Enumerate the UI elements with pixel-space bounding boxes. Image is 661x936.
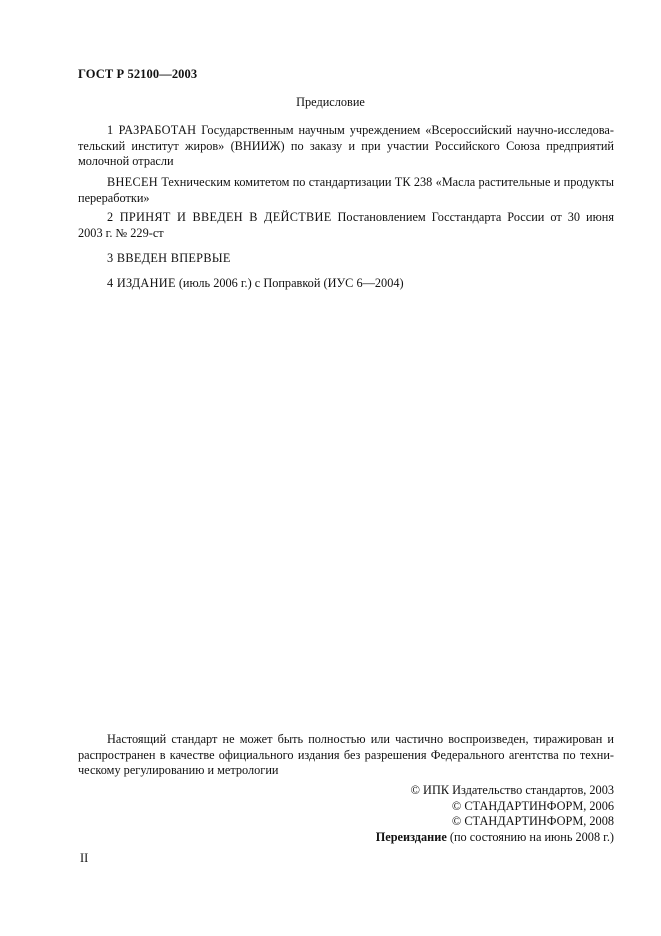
item-2-text: Постановлением Госстандарта России от 30 июня <box>331 210 614 224</box>
reprint-date: (по состоянию на июнь 2008 г.) <box>446 829 614 844</box>
item-4-lead: 4 ИЗДАНИЕ <box>107 276 176 290</box>
item-1-line-1 <box>78 123 614 139</box>
item-2-line-2: 2003 г. № 229-ст <box>78 225 164 240</box>
preface-item-introduced <box>78 175 614 206</box>
item-1-line-3: молочной отрасли <box>78 154 174 168</box>
preface-item-3 <box>78 251 614 267</box>
item-3-lead: 3 ВВЕДЕН ВПЕРВЫЕ <box>107 251 231 265</box>
preface-item-4 <box>78 276 614 292</box>
item-2-lead: 2 ПРИНЯТ И ВВЕДЕН В ДЕЙСТВИЕ <box>107 210 332 224</box>
reprint-note <box>376 830 614 846</box>
preface-item-1 <box>78 123 614 170</box>
item-2-line-1 <box>78 210 614 226</box>
reproduction-notice <box>78 732 614 779</box>
item-1-line-2: тельский институт жиров» (ВНИИЖ) по заказу и при участии Российского Союза предприятий <box>78 138 614 153</box>
document-header: ГОСТ Р 52100—2003 <box>78 67 198 81</box>
notice-line-3: ческому регулированию и метрологии <box>78 763 279 777</box>
item-4-line-1 <box>78 276 614 292</box>
copyright-2006: © СТАНДАРТИНФОРМ, 2006 <box>451 798 614 813</box>
item-4-text: (июль 2006 г.) с Поправкой (ИУС 6—2004) <box>175 276 404 290</box>
notice-line-1: Настоящий стандарт не может быть полностью или частично воспроизведен, тиражирован и <box>107 732 614 746</box>
introduced-line-1 <box>78 175 614 191</box>
notice-line-2: распространен в качестве официального издания без разрешения Федерального агентства по техни- <box>78 747 614 762</box>
introduced-lead: ВНЕСЕН <box>107 175 158 189</box>
introduced-line-2: переработки» <box>78 190 150 205</box>
preface-title: Предисловие <box>296 95 365 109</box>
copyright-block <box>376 783 614 845</box>
introduced-text: Техническим комитетом по стандартизации ТК 238 «Масла растительные и продукты <box>158 175 614 189</box>
reprint-label: Переиздание <box>375 829 447 844</box>
copyright-2008: © СТАНДАРТИНФОРМ, 2008 <box>451 814 614 828</box>
preface-item-2 <box>78 210 614 241</box>
item-1-text: Государственным научным учреждением «Всероссийский научно-исследова- <box>196 123 614 137</box>
page-number: II <box>80 851 89 865</box>
item-1-lead: 1 РАЗРАБОТАН <box>107 123 197 137</box>
copyright-2003: © ИПК Издательство стандартов, 2003 <box>410 783 614 797</box>
